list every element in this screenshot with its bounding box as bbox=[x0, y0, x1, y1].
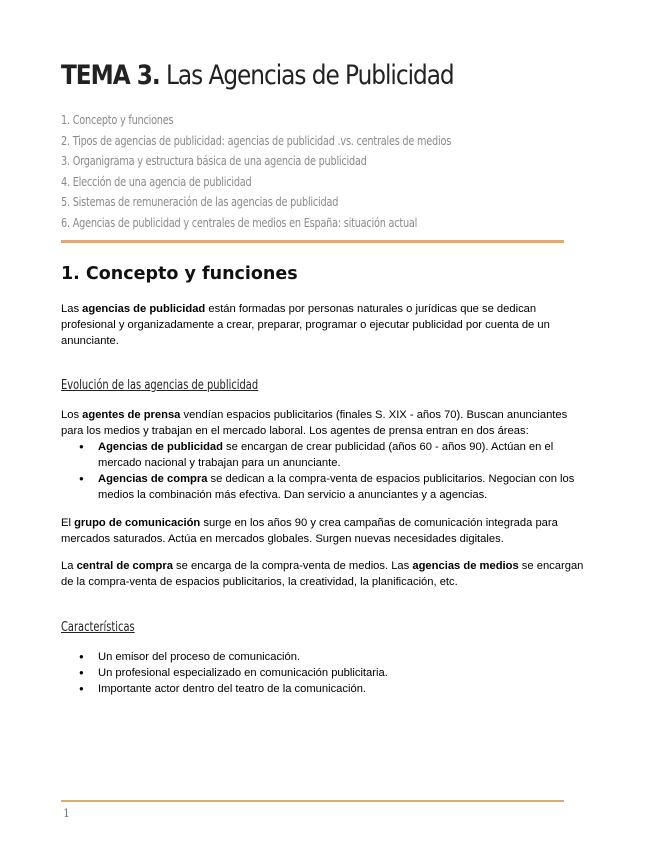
list-item bbox=[61, 471, 591, 503]
p3-pre: La bbox=[61, 560, 77, 572]
intro-post: están formadas por personas naturales o jurídicas que se dedican profesional y organizadamente a crear, preparar, programar o ejecutar publicidad por cuenta de un anunciante. bbox=[61, 303, 550, 347]
p2-pre: El bbox=[61, 517, 75, 529]
toc-item: 6. Agencias de publicidad y centrales de medios en España: situación actual bbox=[61, 214, 418, 230]
intro-pre: Las bbox=[61, 303, 83, 315]
toc-item: 4. Elección de una agencia de publicidad bbox=[61, 173, 252, 189]
p3-post: se encargan de la compra-venta de espacios publicitarios, la creatividad, la planificación, etc. bbox=[61, 560, 584, 588]
p3-bold: central de compra bbox=[76, 560, 173, 572]
p3-bold2: agencias de medios bbox=[412, 560, 519, 572]
intro-paragraph bbox=[61, 301, 591, 349]
list-item-text: se encargan de crear publicidad (años 60 - años 90). Actúan en el mercado nacional y trabajan para un anunciante. bbox=[98, 441, 554, 469]
title-number: TEMA 3. bbox=[61, 60, 160, 91]
evolucion-paragraph-2 bbox=[61, 515, 591, 547]
table-of-contents bbox=[61, 110, 561, 234]
toc-item: 2. Tipos de agencias de publicidad: agencias de publicidad .vs. centrales de medios bbox=[61, 132, 452, 148]
title-text: Las Agencias de Publicidad bbox=[159, 60, 454, 91]
subheading-evolucion: Evolución de las agencias de publicidad bbox=[61, 378, 259, 393]
p1-bold: agentes de prensa bbox=[82, 409, 181, 421]
p1-post: vendían espacios publicitarios (finales S. XIX - años 70). Buscan anunciantes para los medios y trabajan en el mercado laboral. Los agentes de prensa entran en dos áreas: bbox=[61, 409, 568, 437]
header-divider bbox=[61, 240, 564, 243]
caracteristicas-list bbox=[61, 649, 591, 697]
list-item-bold: Agencias de publicidad bbox=[98, 441, 223, 453]
toc-item: 1. Concepto y funciones bbox=[61, 112, 174, 127]
toc-item: 3. Organigrama y estructura básica de una agencia de publicidad bbox=[61, 153, 367, 169]
page-number: 1 bbox=[63, 807, 70, 820]
subheading-caracteristicas: Características bbox=[61, 620, 135, 635]
p3-mid: se encarga de la compra-venta de medios. Las bbox=[172, 560, 413, 572]
list-item-text: se dedican a la compra-venta de espacios publicitarios. Negocian con los medios la combinación más efectiva. Dan servicio a anunciantes y a agencias. bbox=[98, 473, 575, 501]
list-item: ● Un profesional especializado en comunicación publicitaria. bbox=[61, 665, 591, 681]
p2-bold: grupo de comunicación bbox=[74, 517, 201, 529]
section-heading: 1. Concepto y funciones bbox=[61, 264, 298, 284]
footer-divider bbox=[61, 800, 564, 802]
list-item-bold: Agencias de compra bbox=[98, 473, 208, 485]
p2-post: surge en los años 90 y crea campañas de comunicación integrada para mercados saturados. Actúa en mercados globales. Surgen nuevas necesidades digitales. bbox=[61, 517, 558, 545]
p1-pre: Los bbox=[61, 409, 83, 421]
list-item: ● Un emisor del proceso de comunicación. bbox=[61, 649, 591, 665]
agencias-list bbox=[61, 439, 591, 503]
list-item bbox=[61, 439, 591, 471]
evolucion-paragraph-1 bbox=[61, 407, 591, 439]
intro-bold: agencias de publicidad bbox=[82, 303, 206, 315]
list-item: ● Importante actor dentro del teatro de la comunicación. bbox=[61, 681, 591, 697]
document-title bbox=[61, 60, 454, 91]
toc-item: 5. Sistemas de remuneración de las agencias de publicidad bbox=[61, 194, 339, 210]
evolucion-paragraph-3 bbox=[61, 558, 591, 590]
